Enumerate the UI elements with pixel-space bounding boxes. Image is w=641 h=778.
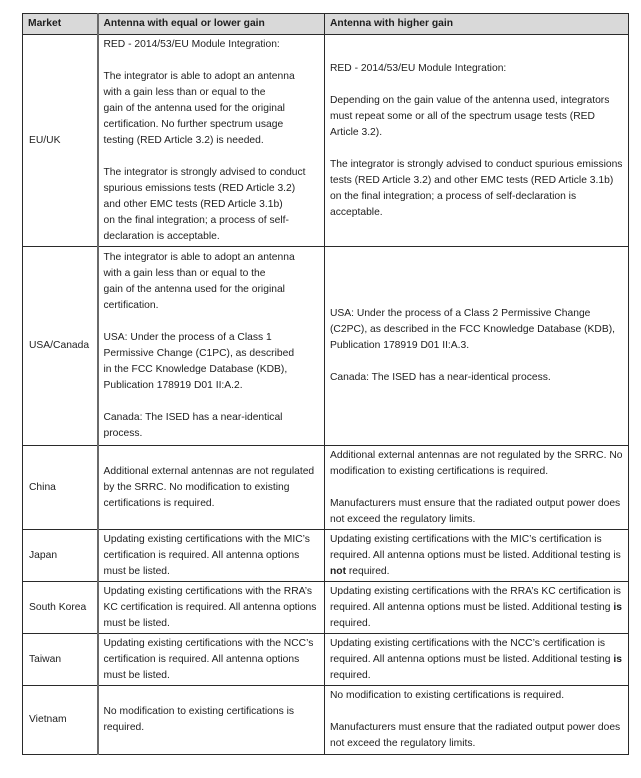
table-row-south-korea (23, 582, 629, 634)
lower-gain-cell (98, 686, 325, 755)
market-cell: Japan (23, 530, 98, 582)
paragraph: No modification to existing certifications is required. (103, 706, 295, 733)
lower-gain-cell (98, 634, 325, 686)
higher-gain-cell (325, 686, 629, 755)
market-cell: Taiwan (23, 634, 98, 686)
text-line: certification. (103, 300, 159, 311)
lower-gain-cell (98, 530, 325, 582)
paragraph: Additional external antennas are not regulated by the SRRC. No modification to existing certifications is required. (330, 449, 623, 477)
paragraph: Canada: The ISED has a near-identical process. (330, 372, 551, 383)
paragraph: Updating existing certifications with the RRA’s KC certification is required. All antenna options must be listed. (103, 585, 317, 629)
market-cell: EU/UK (23, 35, 98, 247)
text-span: Updating existing certifications with the RRA’s KC certification is required. All antenna options must be listed. Additional testing (330, 585, 621, 613)
market-cell: China (23, 446, 98, 530)
paragraph: Depending on the gain value of the antenna used, integrators must repeat some or all of the spectrum usage tests (RED Article 3.2). (330, 94, 610, 138)
text-line: gain of the antenna used for the original (103, 284, 285, 295)
text-span: Updating existing certifications with the MIC’s certification is required. All antenna options must be listed. Additional testing is (330, 533, 621, 561)
paragraph: RED - 2014/53/EU Module Integration: (330, 62, 507, 74)
paragraph (330, 532, 623, 580)
text-line: in the FCC Knowledge Database (KDB), (103, 364, 288, 375)
text-span: required. (346, 565, 390, 577)
higher-gain-cell (325, 530, 629, 582)
text-line: with a gain less than or equal to the (103, 268, 266, 279)
antenna-certification-table (22, 13, 629, 755)
lower-gain-cell (98, 35, 325, 247)
emphasis: is (613, 601, 622, 613)
paragraph: Additional external antennas are not regulated by the SRRC. No modification to existing certifications is required. (103, 465, 315, 509)
text-line: declaration is acceptable. (103, 230, 220, 242)
paragraph (330, 584, 623, 632)
paragraph: RED - 2014/53/EU Module Integration: (103, 38, 280, 50)
text-line: testing (RED Article 3.2) is needed. (103, 134, 264, 146)
emphasis: is (613, 653, 622, 665)
table-row-japan (23, 530, 629, 582)
text-span: required. (330, 669, 371, 681)
text-line: Permissive Change (C1PC), as described (103, 348, 295, 359)
text-line: certification. No further spectrum usage (103, 118, 284, 130)
text-line: The integrator is able to adopt an antenna (103, 70, 295, 82)
higher-gain-cell (325, 634, 629, 686)
header-higher-gain: Antenna with higher gain (325, 14, 629, 35)
text-line: The integrator is able to adopt an antenna (103, 252, 295, 263)
text-line: Publication 178919 D01 II:A.2. (103, 380, 243, 391)
paragraph (104, 330, 320, 394)
paragraph: Manufacturers must ensure that the radiated output power does not exceed the regulatory limits. (330, 497, 621, 525)
market-cell: South Korea (23, 582, 98, 634)
paragraph: USA: Under the process of a Class 2 Permissive Change (C2PC), as described in the FCC Knowledge Database (KDB), Publication 178919 D01 II:A.3. (330, 308, 616, 351)
table-row-china (23, 446, 629, 530)
higher-gain-cell (325, 35, 629, 247)
paragraph (104, 250, 320, 314)
lower-gain-cell (98, 247, 325, 446)
paragraph (330, 636, 623, 684)
text-span: required. (330, 617, 371, 629)
text-line: spurious emissions tests (RED Article 3.2) (103, 182, 296, 194)
lower-gain-cell (98, 582, 325, 634)
paragraph: Updating existing certifications with the NCC’s certification is required. All antenna options must be listed. (103, 637, 314, 681)
paragraph (104, 165, 320, 245)
market-cell: Vietnam (23, 686, 98, 755)
higher-gain-cell (325, 446, 629, 530)
text-line: The integrator is strongly advised to conduct (103, 166, 306, 178)
table-header-row (23, 14, 629, 35)
text-line: gain of the antenna used for the original (103, 102, 285, 114)
emphasis: not (330, 565, 347, 577)
table-row-usa-canada (23, 247, 629, 446)
header-market: Market (23, 14, 98, 35)
higher-gain-cell (325, 247, 629, 446)
text-line: USA: Under the process of a Class 1 (103, 332, 272, 343)
paragraph: Canada: The ISED has a near-identical process. (103, 412, 283, 439)
text-line: and other EMC tests (RED Article 3.1b) (103, 198, 283, 210)
paragraph (104, 69, 320, 149)
table-row-eu-uk (23, 35, 629, 247)
paragraph: The integrator is strongly advised to conduct spurious emissions tests (RED Article 3.2) and other EMC tests (RED Article 3.1b) on the final integration; a process of self-declaration is acceptable. (330, 158, 623, 218)
paragraph: Updating existing certifications with the MIC’s certification is required. All antenna options must be listed. (103, 533, 310, 577)
text-span: Updating existing certifications with the NCC’s certification is required. All antenna options must be listed. Additional testing (330, 637, 614, 665)
text-line: on the final integration; a process of self- (103, 214, 289, 226)
table-row-vietnam (23, 686, 629, 755)
table-row-taiwan (23, 634, 629, 686)
lower-gain-cell (98, 446, 325, 530)
higher-gain-cell (325, 582, 629, 634)
paragraph: Manufacturers must ensure that the radiated output power does not exceed the regulatory limits. (330, 722, 621, 749)
text-line: with a gain less than or equal to the (103, 86, 266, 98)
paragraph: No modification to existing certifications is required. (330, 690, 565, 701)
market-cell: USA/Canada (23, 247, 98, 446)
header-lower-gain: Antenna with equal or lower gain (98, 14, 325, 35)
